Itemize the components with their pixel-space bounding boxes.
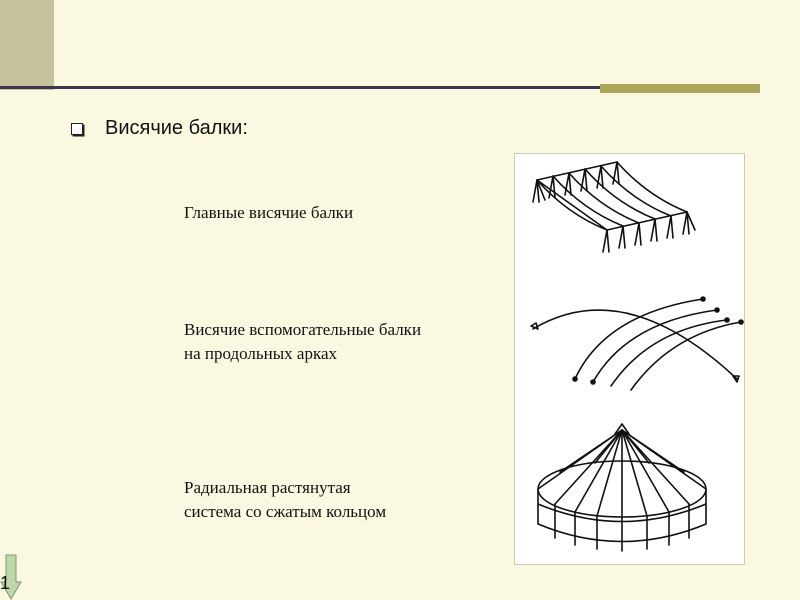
- caption-line: Радиальная растянутая: [184, 478, 351, 497]
- caption-line: Главные висячие балки: [184, 203, 354, 222]
- header-rule-accent: [600, 84, 760, 93]
- caption-line: система со сжатым кольцом: [184, 502, 387, 521]
- slide-heading: Висячие балки:: [105, 117, 248, 139]
- caption-auxiliary-beams-on-arches: [184, 318, 421, 366]
- caption-line: Висячие вспомогательные балки: [184, 320, 422, 339]
- corner-decoration: [0, 0, 54, 90]
- square-bullet-icon: [71, 123, 83, 135]
- structures-figure: [514, 153, 745, 565]
- hanging-beams-drawing: [533, 162, 695, 252]
- page-number: 1: [0, 573, 11, 593]
- caption-line: на продольных арках: [184, 344, 338, 363]
- caption-radial-system: [184, 476, 386, 524]
- radial-system-drawing: [538, 424, 706, 551]
- caption-main-hanging-beams: [184, 201, 353, 225]
- header-rule: [0, 86, 600, 89]
- arches-drawing: [531, 297, 743, 390]
